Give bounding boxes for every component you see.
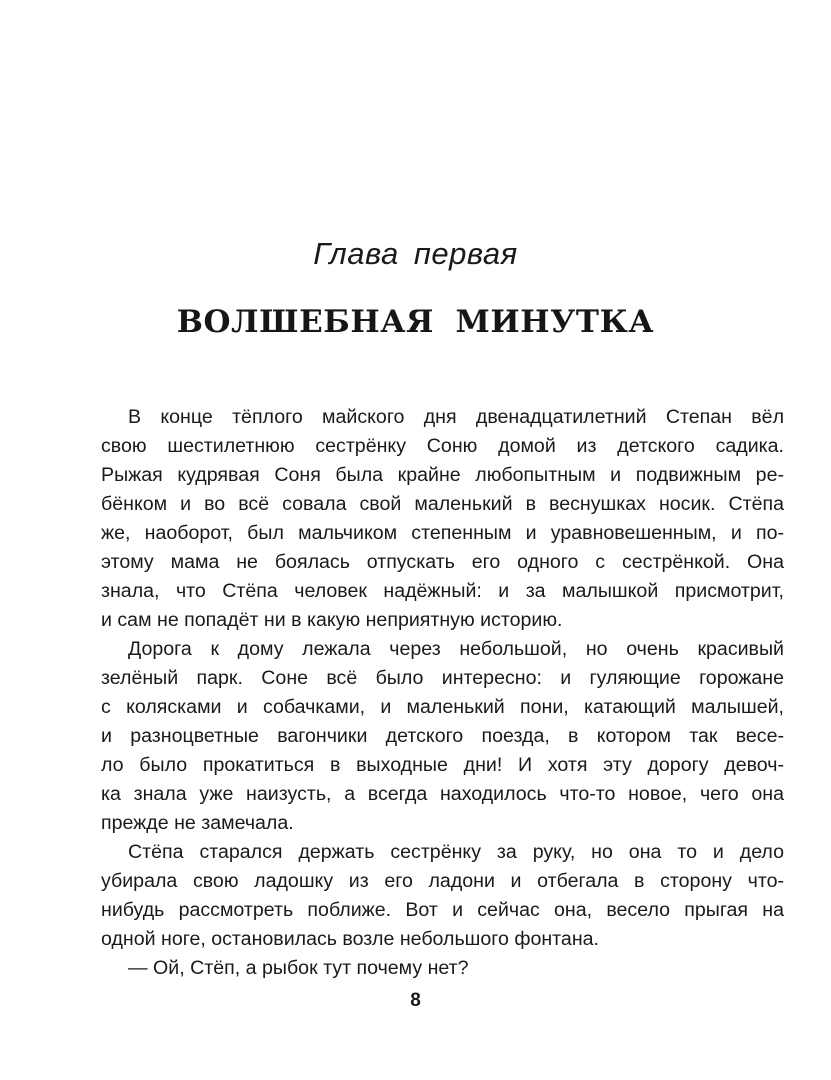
text-line: Рыжая кудрявая Соня была крайне любопытным и подвижным ре- (101, 464, 784, 486)
text-line: Дорога к дому лежала через небольшой, но очень красивый (128, 638, 784, 660)
text-line: с колясками и собачками, и маленький пони, катающий малышей, (101, 696, 784, 718)
text-line: ло было прокатиться в выходные дни! И хотя эту дорогу девоч- (101, 754, 784, 776)
text-line: ка знала уже наизусть, а всегда находилось что-то новое, чего она (101, 783, 784, 805)
text-line: и сам не попадёт ни в какую неприятную историю. (101, 609, 563, 631)
paragraph (101, 954, 784, 983)
text-line: знала, что Стёпа человек надёжный: и за малышкой присмотрит, (101, 580, 784, 602)
text-line: прежде не замечала. (101, 812, 294, 834)
chapter-label: Глава первая (313, 236, 518, 271)
text-line: — Ой, Стёп, а рыбок тут почему нет? (128, 957, 469, 979)
text-line: этому мама не боялась отпускать его одного с сестрёнкой. Она (101, 551, 784, 573)
text-line: зелёный парк. Соне всё было интересно: и гуляющие горожане (101, 667, 784, 689)
chapter-title: ВОЛШЕБНАЯ МИНУТКА (176, 304, 655, 340)
text-line: бёнком и во всё совала свой маленький в веснушках носик. Стёпа (101, 493, 784, 515)
text-line: же, наоборот, был мальчиком степенным и уравновешенным, и по- (101, 522, 784, 544)
text-line: свою шестилетнюю сестрёнку Соню домой из детского садика. (101, 435, 784, 457)
text-line: В конце тёплого майского дня двенадцатилетний Степан вёл (128, 406, 784, 428)
text-line: одной ноге, остановилась возле небольшого фонтана. (101, 928, 599, 950)
paragraph (101, 403, 784, 635)
paragraph (101, 838, 784, 954)
paragraph (101, 635, 784, 838)
text-line: нибудь рассмотреть поближе. Вот и сейчас она, весело прыгая на (101, 899, 784, 921)
page-number: 8 (410, 990, 421, 1011)
text-line: и разноцветные вагончики детского поезда, в котором так весе- (101, 725, 784, 747)
chapter-body (101, 403, 784, 983)
text-line: Стёпа старался держать сестрёнку за руку, но она то и дело (128, 841, 784, 863)
text-line: убирала свою ладошку из его ладони и отбегала в сторону что- (101, 870, 784, 892)
